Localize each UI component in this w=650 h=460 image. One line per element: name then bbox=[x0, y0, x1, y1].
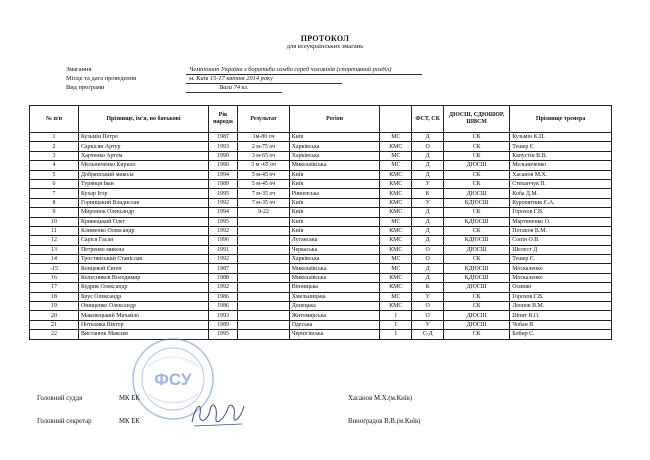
table-row bbox=[30, 283, 612, 292]
cell-coach: Тешер Є bbox=[510, 142, 612, 151]
cell-society: Д bbox=[412, 217, 444, 226]
cell-year: 1996 bbox=[208, 236, 237, 245]
cell-result bbox=[238, 283, 289, 292]
cell-number: 2 bbox=[30, 142, 79, 151]
cell-society: Д bbox=[412, 208, 444, 217]
cell-number: 19 bbox=[30, 302, 79, 311]
cell-rank: КМС bbox=[380, 283, 412, 292]
place-line bbox=[66, 75, 342, 84]
competition-label: Змагання bbox=[66, 66, 92, 73]
cell-number: 9 bbox=[30, 208, 79, 217]
cell-school: КДЮСШ bbox=[444, 273, 510, 282]
cell-name: Саріся Гасан bbox=[79, 236, 209, 245]
col-header-region: Регіон bbox=[289, 106, 380, 133]
program-label: Вид програми bbox=[66, 84, 105, 91]
cell-year: 1993 bbox=[208, 311, 237, 320]
table-row bbox=[30, 179, 612, 188]
cell-society: О bbox=[412, 142, 444, 151]
cell-result bbox=[238, 302, 289, 311]
cell-coach: Осипян bbox=[510, 283, 612, 292]
cell-number: 1 bbox=[30, 133, 79, 142]
cell-school: ДЮСШ bbox=[444, 283, 510, 292]
table-row bbox=[30, 189, 612, 198]
competition-value: Чемпіонат України з боротьби самбо серед чоловіків (спортивний розділ) bbox=[186, 66, 422, 75]
cell-school: КДЮСШ bbox=[444, 198, 510, 207]
cell-coach: Москаленко bbox=[510, 264, 612, 273]
cell-result bbox=[238, 255, 289, 264]
cell-school: ДЮСШ bbox=[444, 311, 510, 320]
cell-name: Вистанюк Максим bbox=[79, 330, 209, 339]
cell-school: КДЮСШ bbox=[444, 217, 510, 226]
table-row bbox=[30, 133, 612, 142]
cell-rank: МС bbox=[380, 217, 412, 226]
document-title: ПРОТОКОЛ bbox=[300, 34, 350, 43]
cell-region: Чернігівська bbox=[289, 330, 380, 339]
table-row bbox=[30, 226, 612, 235]
cell-rank: КМС bbox=[380, 236, 412, 245]
chief-secretary-line bbox=[37, 418, 140, 425]
cell-society: К bbox=[412, 189, 444, 198]
cell-rank: КМС bbox=[380, 189, 412, 198]
cell-number: -15 bbox=[30, 264, 79, 273]
cell-region: Житомирська bbox=[289, 311, 380, 320]
place-value: м. Київ 15-17 квітня 2014 року bbox=[186, 75, 342, 84]
chief-secretary-name: Виноградов В.В.(м.Київ) bbox=[348, 418, 421, 425]
program-line bbox=[66, 84, 282, 93]
cell-society: О bbox=[412, 245, 444, 254]
cell-school: СК bbox=[444, 208, 510, 217]
table-row bbox=[30, 311, 612, 320]
cell-coach: Мельниченко bbox=[510, 161, 612, 170]
cell-society: У bbox=[412, 198, 444, 207]
cell-region: Київ bbox=[289, 217, 380, 226]
cell-number: 7 bbox=[30, 189, 79, 198]
table-row bbox=[30, 208, 612, 217]
cell-result: 9-22 bbox=[238, 208, 289, 217]
cell-year: 1994 bbox=[208, 208, 237, 217]
cell-coach: Капустін В.В. bbox=[510, 151, 612, 160]
cell-rank: КМС bbox=[380, 142, 412, 151]
table-row bbox=[30, 320, 612, 329]
cell-rank: КМС bbox=[380, 208, 412, 217]
cell-result bbox=[238, 311, 289, 320]
cell-number: 3 bbox=[30, 151, 79, 160]
cell-region: Київ bbox=[289, 208, 380, 217]
cell-society: Д bbox=[412, 133, 444, 142]
chief-judge-label: Головний суддя bbox=[37, 395, 83, 402]
cell-number: 21 bbox=[30, 320, 79, 329]
cell-region: Київ bbox=[289, 179, 380, 188]
cell-coach: Куропятник Є.А. bbox=[510, 198, 612, 207]
cell-year: 1992 bbox=[208, 226, 237, 235]
competition-line bbox=[66, 66, 422, 75]
cell-result bbox=[238, 245, 289, 254]
document-subtitle: для всеукраїнських змагань bbox=[286, 43, 364, 50]
cell-school: СК bbox=[444, 255, 510, 264]
cell-number: 6 bbox=[30, 179, 79, 188]
chief-judge-org: МК ЕК bbox=[119, 395, 140, 402]
cell-name: Кухар Ігор bbox=[79, 189, 209, 198]
cell-coach: Бобир С. bbox=[510, 330, 612, 339]
cell-name: Саркісян Артур bbox=[79, 142, 209, 151]
table-row bbox=[30, 170, 612, 179]
cell-society: У bbox=[412, 179, 444, 188]
cell-name: Кривецький Олег bbox=[79, 217, 209, 226]
cell-coach: Коба Д.М. bbox=[510, 189, 612, 198]
cell-rank: КМС bbox=[380, 179, 412, 188]
cell-coach: Степанчук П. bbox=[510, 179, 612, 188]
cell-rank: КМС bbox=[380, 198, 412, 207]
table-row bbox=[30, 151, 612, 160]
cell-region: Київ bbox=[289, 170, 380, 179]
cell-coach: Потапов В.М. bbox=[510, 226, 612, 235]
cell-society: Д bbox=[412, 170, 444, 179]
cell-society: Д bbox=[412, 151, 444, 160]
cell-coach: Мартиненко О. bbox=[510, 217, 612, 226]
cell-number: 22 bbox=[30, 330, 79, 339]
chief-secretary-org: МК ЕК bbox=[119, 418, 140, 425]
cell-rank: І bbox=[380, 320, 412, 329]
cell-result: 3 м -65 оч bbox=[238, 161, 289, 170]
cell-coach: Кузьмін К.П. bbox=[510, 133, 612, 142]
program-value: Вага 74 кг. bbox=[186, 84, 282, 93]
cell-coach: Шелест Д bbox=[510, 245, 612, 254]
cell-rank: МС bbox=[380, 292, 412, 301]
cell-year: 1995 bbox=[208, 189, 237, 198]
cell-society: У bbox=[412, 292, 444, 301]
col-header-rank bbox=[380, 106, 412, 133]
cell-year: 1987 bbox=[208, 133, 237, 142]
cell-coach: Хасанов М.Х. bbox=[510, 170, 612, 179]
results-table bbox=[29, 105, 612, 340]
cell-name: Кузьмін Петро bbox=[79, 133, 209, 142]
cell-rank: МС bbox=[380, 151, 412, 160]
table-row bbox=[30, 273, 612, 282]
cell-society: О bbox=[412, 311, 444, 320]
cell-name: Харченко Артем bbox=[79, 151, 209, 160]
cell-number: 14 bbox=[30, 255, 79, 264]
cell-result: 5 м-45 оч bbox=[238, 179, 289, 188]
cell-name: Миронюк Олександр bbox=[79, 208, 209, 217]
table-row bbox=[30, 198, 612, 207]
cell-year: 1986 bbox=[208, 292, 237, 301]
cell-name: Тростянський Станіслав bbox=[79, 255, 209, 264]
cell-year: 1995 bbox=[208, 330, 237, 339]
cell-region: Черкаська bbox=[289, 245, 380, 254]
cell-result bbox=[238, 226, 289, 235]
chief-judge-name: Хасанов М.Х.(м.Київ) bbox=[348, 395, 413, 402]
cell-society: О bbox=[412, 255, 444, 264]
cell-rank: МС bbox=[380, 161, 412, 170]
cell-year: 1992 bbox=[208, 283, 237, 292]
cell-society: О bbox=[412, 302, 444, 311]
cell-rank: МС bbox=[380, 264, 412, 273]
cell-coach: Москаленко bbox=[510, 273, 612, 282]
handwritten-signature bbox=[188, 396, 248, 430]
cell-year: 1992 bbox=[208, 255, 237, 264]
cell-year: 1990 bbox=[208, 151, 237, 160]
cell-school: ДЮСШ bbox=[444, 189, 510, 198]
cell-region: Хмельницька bbox=[289, 292, 380, 301]
cell-result bbox=[238, 320, 289, 329]
cell-name: Концевой Євген bbox=[79, 264, 209, 273]
cell-society: К bbox=[412, 283, 444, 292]
cell-rank: КМС bbox=[380, 226, 412, 235]
table-row bbox=[30, 217, 612, 226]
cell-school: КДЮСШ bbox=[444, 236, 510, 245]
cell-year: 1991 bbox=[208, 245, 237, 254]
cell-name: Маковецький Михайло bbox=[79, 311, 209, 320]
cell-result bbox=[238, 217, 289, 226]
cell-name: Петренко микола bbox=[79, 245, 209, 254]
table-row bbox=[30, 142, 612, 151]
cell-coach: Тешер Є. bbox=[510, 255, 612, 264]
cell-society: С-Д bbox=[412, 330, 444, 339]
cell-coach: Шпит В.О. bbox=[510, 311, 612, 320]
cell-name: Добрянський микола bbox=[79, 170, 209, 179]
cell-year: 1992 bbox=[208, 198, 237, 207]
cell-region: Київ bbox=[289, 198, 380, 207]
table-row bbox=[30, 330, 612, 339]
col-header-society: ФСТ, СК bbox=[412, 106, 444, 133]
cell-result: 7 м-35 оч bbox=[238, 189, 289, 198]
cell-region: Харківська bbox=[289, 151, 380, 160]
cell-school: СК bbox=[444, 226, 510, 235]
col-header-school: ДЮСШ, СДЮШОР, ШВСМ bbox=[444, 106, 510, 133]
table-row bbox=[30, 302, 612, 311]
cell-rank: І bbox=[380, 330, 412, 339]
cell-number: 13 bbox=[30, 245, 79, 254]
cell-year: 1989 bbox=[208, 179, 237, 188]
cell-school: КДЮСШ bbox=[444, 264, 510, 273]
cell-number: 12 bbox=[30, 236, 79, 245]
cell-name: Колесников Володимир bbox=[79, 273, 209, 282]
cell-school: ДЮСШ bbox=[444, 320, 510, 329]
cell-region: Миколаївська bbox=[289, 161, 380, 170]
cell-school: СК bbox=[444, 330, 510, 339]
cell-region: Луганська bbox=[289, 236, 380, 245]
cell-rank: КМС bbox=[380, 273, 412, 282]
cell-region: Київ bbox=[289, 133, 380, 142]
cell-region: Харківська bbox=[289, 255, 380, 264]
cell-name: Мельниченко Кирило bbox=[79, 161, 209, 170]
cell-society: Д bbox=[412, 264, 444, 273]
cell-society: Д bbox=[412, 236, 444, 245]
cell-society: Д bbox=[412, 226, 444, 235]
cell-number: 4 bbox=[30, 161, 79, 170]
cell-number: 18 bbox=[30, 292, 79, 301]
cell-school: СК bbox=[444, 133, 510, 142]
table-header-row bbox=[30, 106, 612, 133]
cell-name: Потьомка Віктор bbox=[79, 320, 209, 329]
col-header-year: Рік народж bbox=[208, 106, 237, 133]
cell-coach: Чобан В bbox=[510, 320, 612, 329]
cell-result bbox=[238, 236, 289, 245]
cell-number: 8 bbox=[30, 198, 79, 207]
cell-year: 1994 bbox=[208, 170, 237, 179]
cell-coach: Горохов Г.В. bbox=[510, 208, 612, 217]
cell-region: Донецька bbox=[289, 302, 380, 311]
title-block bbox=[0, 34, 650, 51]
cell-result: 1м-80 оч bbox=[238, 133, 289, 142]
cell-rank: КМС bbox=[380, 170, 412, 179]
col-header-coach: Прізвище тренера bbox=[510, 106, 612, 133]
cell-school: ДЮСШ bbox=[444, 161, 510, 170]
cell-school: СК bbox=[444, 142, 510, 151]
cell-name: Кудрик Олександр bbox=[79, 283, 209, 292]
cell-region: Миколаївська bbox=[289, 264, 380, 273]
cell-name: Брус Олександр bbox=[79, 292, 209, 301]
cell-result bbox=[238, 264, 289, 273]
cell-coach: Горохов Г.В. bbox=[510, 292, 612, 301]
cell-school: СК bbox=[444, 179, 510, 188]
cell-name: Онищенко Олександр bbox=[79, 302, 209, 311]
table-row bbox=[30, 161, 612, 170]
cell-school: СК bbox=[444, 151, 510, 160]
cell-region: Харківська bbox=[289, 142, 380, 151]
col-header-number: № п/п bbox=[30, 106, 79, 133]
col-header-result: Результат bbox=[238, 106, 289, 133]
cell-result bbox=[238, 330, 289, 339]
cell-number: 20 bbox=[30, 311, 79, 320]
cell-school: СК bbox=[444, 302, 510, 311]
cell-number: 5 bbox=[30, 170, 79, 179]
cell-school: СК bbox=[444, 292, 510, 301]
cell-year: 1986 bbox=[208, 302, 237, 311]
table-row bbox=[30, 245, 612, 254]
cell-coach: Леонов В.М. bbox=[510, 302, 612, 311]
cell-coach: Сопін О.В. bbox=[510, 236, 612, 245]
cell-result: 3 м-65 оч bbox=[238, 151, 289, 160]
cell-number: 17 bbox=[30, 283, 79, 292]
cell-year: 1989 bbox=[208, 320, 237, 329]
cell-year: 1993 bbox=[208, 142, 237, 151]
cell-region: Рівненська bbox=[289, 189, 380, 198]
cell-region: Одеська bbox=[289, 320, 380, 329]
cell-region: Вінницька bbox=[289, 283, 380, 292]
cell-rank: КМС bbox=[380, 302, 412, 311]
table-row bbox=[30, 264, 612, 273]
cell-number: 11 bbox=[30, 226, 79, 235]
cell-number: 10 bbox=[30, 217, 79, 226]
cell-result bbox=[238, 292, 289, 301]
cell-rank: І bbox=[380, 311, 412, 320]
cell-year: 1988 bbox=[208, 273, 237, 282]
cell-rank: МС bbox=[380, 255, 412, 264]
col-header-name: Прізвище, ім'я, по батькові bbox=[79, 106, 209, 133]
cell-result: 5 м-45 оч bbox=[238, 170, 289, 179]
cell-region: Миколаївська bbox=[289, 273, 380, 282]
cell-rank: КМС bbox=[380, 245, 412, 254]
cell-result bbox=[238, 273, 289, 282]
stamp-text: ФСУ bbox=[154, 370, 192, 389]
cell-year: 1995 bbox=[208, 217, 237, 226]
cell-result: 7 м-35 оч bbox=[238, 198, 289, 207]
table-row bbox=[30, 236, 612, 245]
cell-year: 1987 bbox=[208, 264, 237, 273]
table-row bbox=[30, 255, 612, 264]
place-label: Місце та дата проведення bbox=[66, 75, 137, 82]
cell-region: Київ bbox=[289, 226, 380, 235]
cell-year: 1990 bbox=[208, 161, 237, 170]
chief-secretary-label: Головний секретар bbox=[37, 418, 92, 425]
cell-school: ДЮСШ bbox=[444, 245, 510, 254]
cell-name: Горницький Владислав bbox=[79, 198, 209, 207]
cell-number: 16 bbox=[30, 273, 79, 282]
cell-result: 2 м-75 оч bbox=[238, 142, 289, 151]
chief-judge-line bbox=[37, 395, 140, 402]
cell-rank: МС bbox=[380, 133, 412, 142]
table-row bbox=[30, 292, 612, 301]
cell-school: СК bbox=[444, 170, 510, 179]
cell-society: У bbox=[412, 320, 444, 329]
cell-society: Д bbox=[412, 273, 444, 282]
cell-name: Клименко Олександр bbox=[79, 226, 209, 235]
cell-name: Турянця Іван bbox=[79, 179, 209, 188]
cell-society: Д bbox=[412, 161, 444, 170]
